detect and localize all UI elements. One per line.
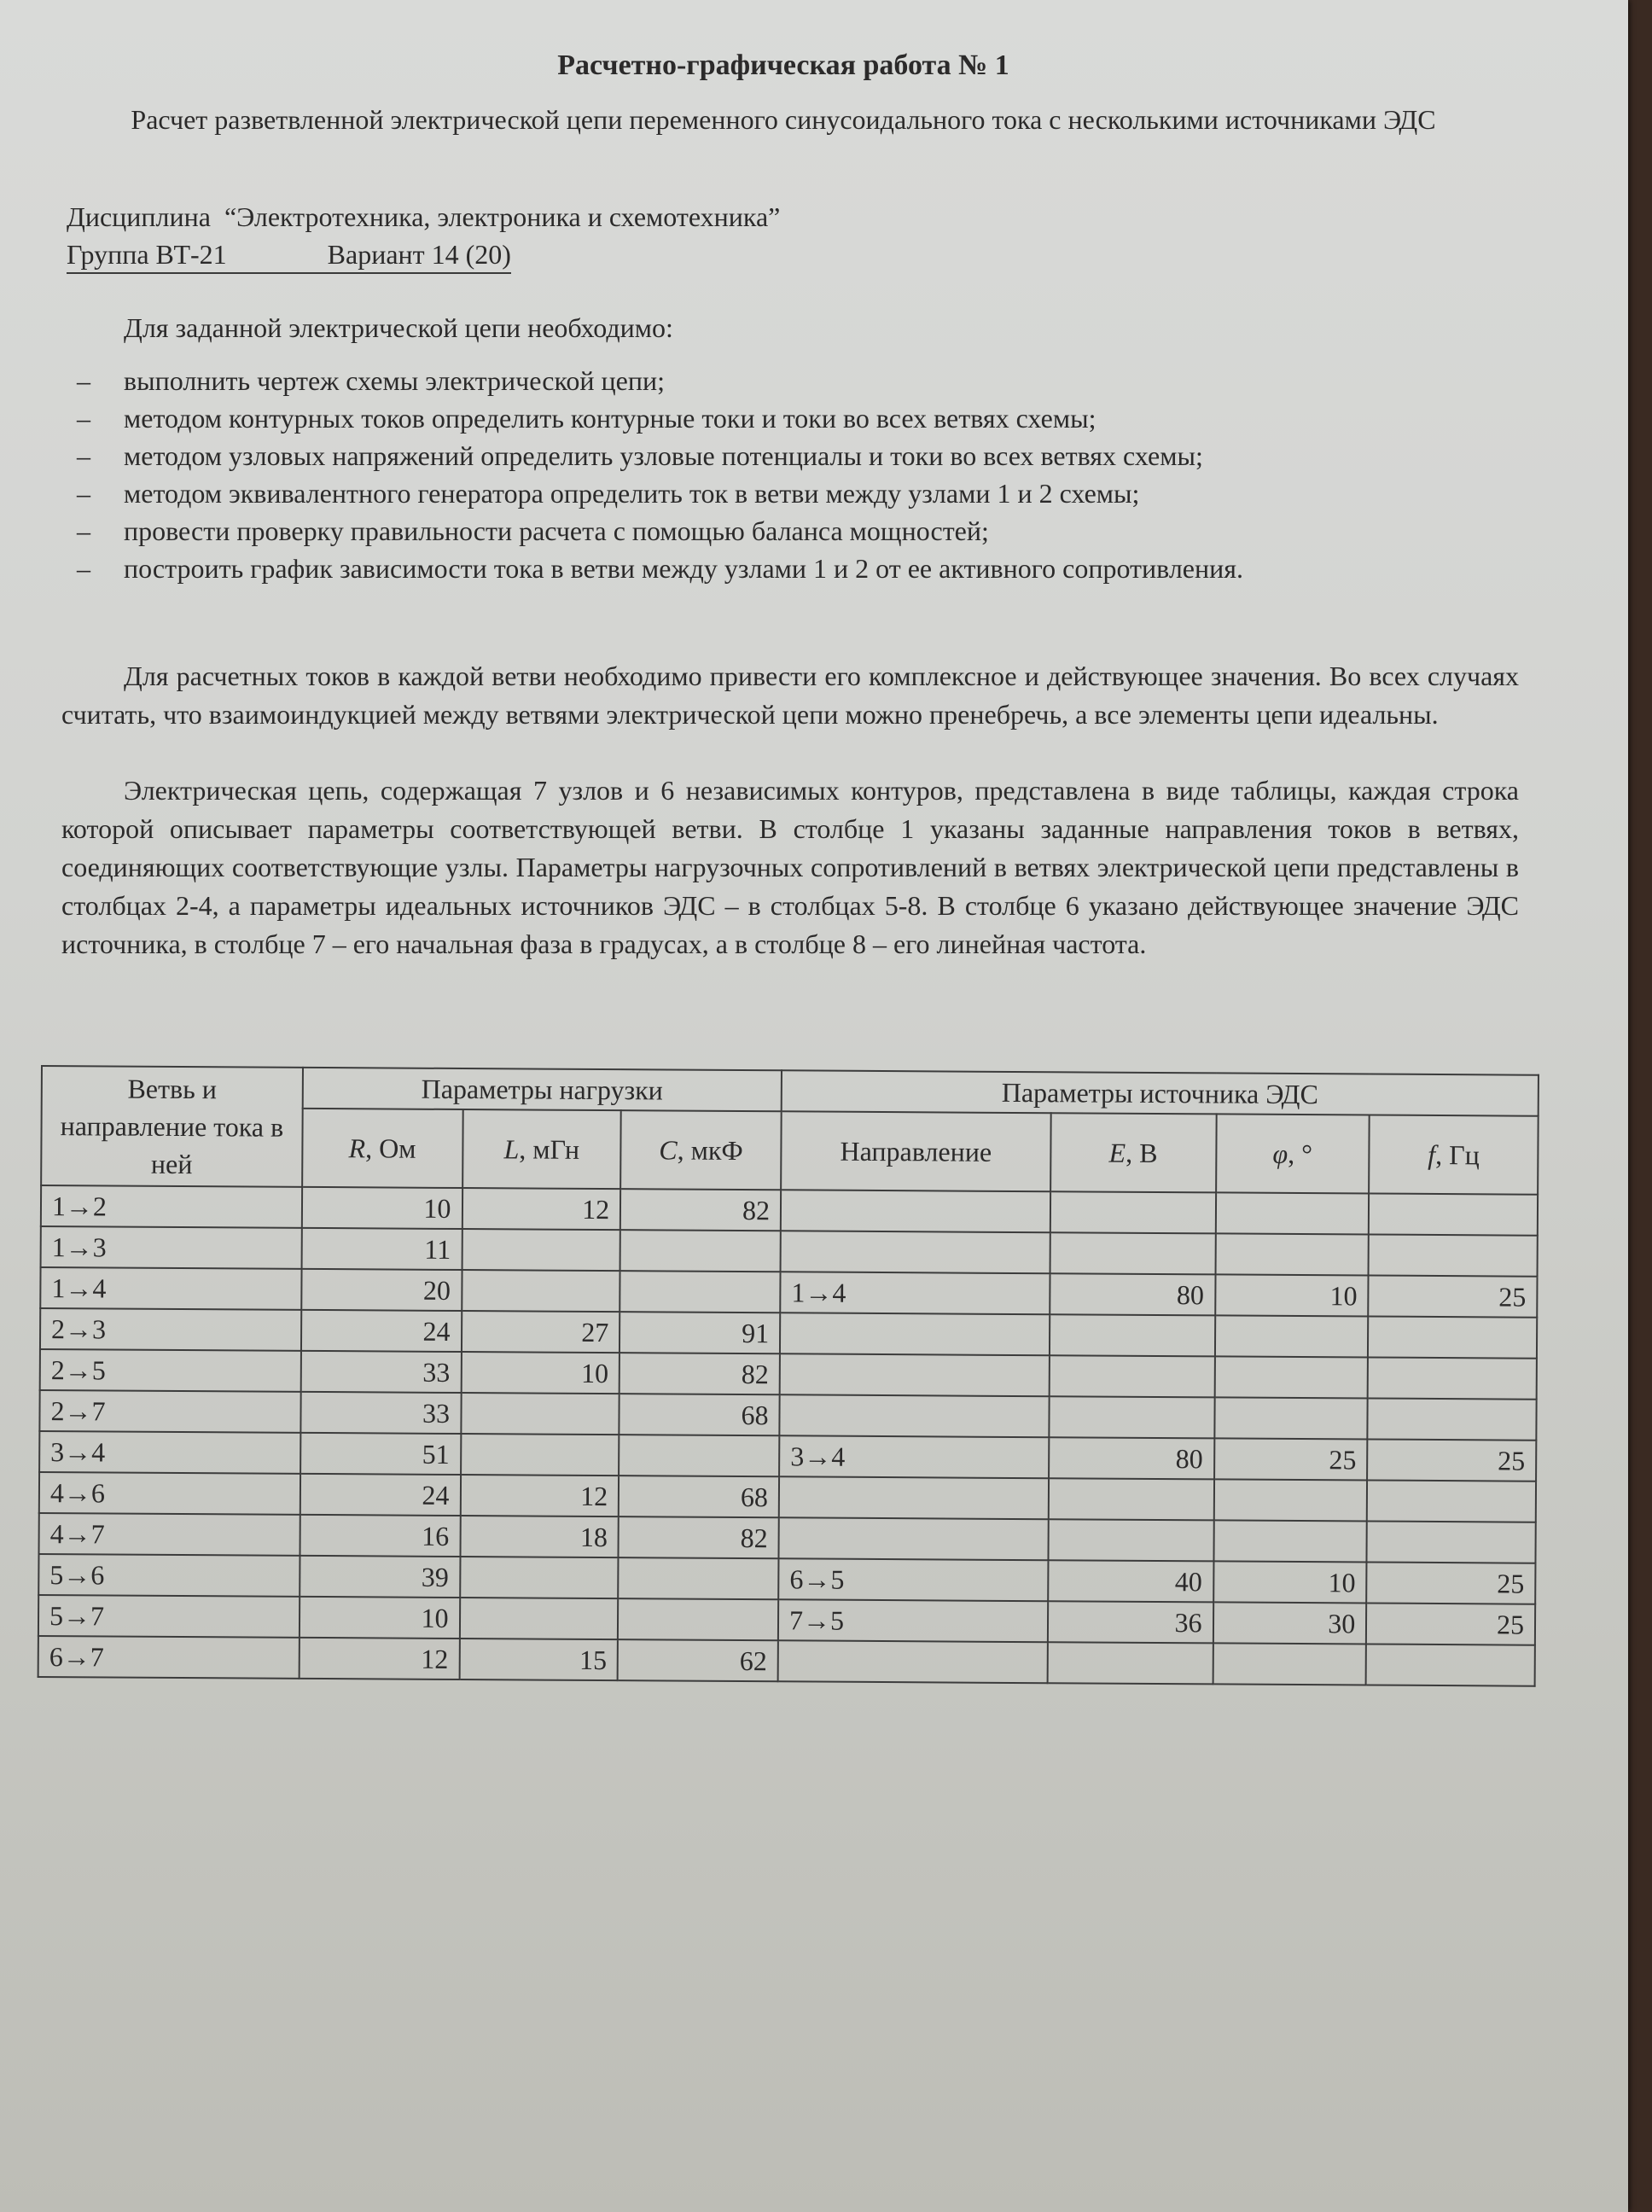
cell-inductance: 12 [462, 1188, 620, 1230]
cell-phase [1213, 1520, 1367, 1562]
cell-capacitance: 62 [618, 1639, 778, 1681]
group-variant-line [67, 239, 511, 274]
cell-phase: 10 [1215, 1274, 1369, 1316]
cell-frequency: 25 [1367, 1440, 1536, 1481]
cell-source-direction [780, 1313, 1050, 1355]
cell-resistance: 24 [300, 1474, 461, 1516]
cell-branch: 2→3 [40, 1308, 301, 1351]
cell-resistance: 12 [299, 1638, 459, 1679]
cell-branch: 3→4 [39, 1431, 300, 1474]
branch-parameters-table [38, 1065, 1539, 1687]
cell-source-direction [781, 1231, 1050, 1273]
header-source-params: Параметры источника ЭДС [782, 1070, 1539, 1115]
dash-bullet: – [77, 403, 90, 434]
cell-capacitance: 91 [620, 1312, 780, 1353]
cell-branch: 2→5 [40, 1349, 301, 1392]
document-title: Расчетно-графическая работа № 1 [557, 49, 1009, 81]
cell-frequency [1368, 1358, 1537, 1400]
cell-branch: 1→3 [41, 1226, 302, 1269]
dash-bullet: – [77, 478, 90, 509]
discipline-value: “Электротехника, электроника и схемотехника” [224, 201, 781, 232]
cell-inductance [460, 1557, 619, 1598]
cell-capacitance: 68 [619, 1476, 779, 1517]
header-l: L, мГн [462, 1109, 621, 1189]
cell-source-direction [779, 1394, 1049, 1437]
cell-resistance: 33 [300, 1392, 461, 1434]
cell-emf [1050, 1232, 1215, 1274]
cell-phase [1214, 1397, 1368, 1439]
cell-inductance: 12 [460, 1475, 619, 1516]
cell-resistance: 33 [300, 1351, 461, 1393]
variant-label: Вариант 14 (20) [327, 239, 511, 270]
cell-inductance [462, 1229, 620, 1271]
cell-phase [1213, 1643, 1366, 1685]
cell-phase: 10 [1213, 1561, 1367, 1603]
cell-inductance [459, 1598, 618, 1639]
cell-capacitance [620, 1271, 781, 1313]
cell-phase: 30 [1213, 1602, 1366, 1644]
header-c: C, мкФ [620, 1110, 781, 1190]
cell-source-direction: 6→5 [778, 1558, 1048, 1601]
cell-emf: 80 [1049, 1437, 1214, 1479]
task-item [0, 362, 1519, 399]
group-label: Группа ВТ-21 [67, 239, 227, 270]
cell-capacitance: 68 [620, 1394, 780, 1435]
cell-resistance: 16 [300, 1515, 460, 1557]
cell-phase [1213, 1479, 1367, 1521]
cell-resistance: 24 [301, 1310, 462, 1352]
table-row [38, 1636, 1535, 1686]
cell-emf [1050, 1314, 1215, 1356]
cell-branch: 4→6 [39, 1472, 300, 1515]
task-item [0, 550, 1519, 587]
task-list [0, 362, 1519, 587]
header-f: f, Гц [1369, 1115, 1538, 1195]
cell-emf [1049, 1355, 1214, 1397]
cell-resistance: 20 [301, 1269, 462, 1311]
cell-capacitance: 82 [619, 1516, 779, 1558]
cell-capacitance [618, 1557, 778, 1599]
cell-frequency [1369, 1235, 1538, 1277]
cell-source-direction: 3→4 [779, 1435, 1049, 1478]
document-subtitle: Расчет разветвленной электрической цепи переменного синусоидального тока с несколькими источниками ЭДС [131, 104, 1436, 135]
task-text: методом эквивалентного генератора определить ток в ветви между узлами 1 и 2 схемы; [124, 478, 1140, 509]
cell-capacitance: 82 [620, 1189, 781, 1231]
cell-capacitance [620, 1230, 781, 1272]
task-item [0, 399, 1519, 437]
cell-emf [1049, 1396, 1214, 1438]
cell-frequency [1367, 1481, 1536, 1522]
cell-source-direction [778, 1640, 1048, 1683]
header-load-params: Параметры нагрузки [302, 1068, 782, 1111]
cell-source-direction [780, 1353, 1050, 1396]
paragraph-circuit-description: Электрическая цепь, содержащая 7 узлов и 6 независимых контуров, представлена в виде таблицы, каждая строка которой описывает параметры соответствующей ветви. В столбце 1 указаны заданные направления токов в ветвях, соединяющих соответствующие узлы. Параметры нагрузочных сопротивлений в ветвях электрической цепи представлены в столбцах 2-4, а параметры идеальных источников ЭДС – в столбцах 5-8. В столбце 6 указано действующее значение ЭДС источника, в столбце 7 – его начальная фаза в градусах, а в столбце 8 – его линейная частота. [61, 775, 1519, 959]
cell-source-direction [779, 1476, 1049, 1519]
cell-capacitance: 82 [620, 1353, 780, 1394]
task-text: методом узловых напряжений определить узловые потенциалы и токи во всех ветвях схемы; [124, 440, 1203, 471]
cell-frequency: 25 [1366, 1604, 1535, 1645]
cell-resistance: 51 [300, 1433, 461, 1475]
task-intro: Для заданной электрической цепи необходимо: [124, 312, 673, 343]
cell-emf [1047, 1642, 1213, 1684]
cell-capacitance [619, 1435, 779, 1476]
cell-resistance: 11 [301, 1228, 462, 1270]
cell-branch: 1→4 [40, 1267, 301, 1310]
cell-emf: 80 [1050, 1273, 1215, 1315]
cell-source-direction [779, 1517, 1049, 1560]
cell-branch: 1→2 [41, 1185, 302, 1228]
cell-source-direction [781, 1190, 1050, 1232]
cell-inductance [461, 1393, 620, 1435]
cell-phase: 25 [1214, 1438, 1368, 1480]
cell-branch: 6→7 [38, 1636, 300, 1679]
header-e: E, В [1050, 1113, 1216, 1192]
cell-frequency: 25 [1368, 1276, 1537, 1318]
discipline-line [67, 201, 780, 233]
cell-resistance: 39 [300, 1556, 460, 1598]
table-body [38, 1185, 1538, 1686]
cell-inductance [461, 1434, 620, 1476]
cell-frequency [1366, 1644, 1535, 1686]
task-item [0, 474, 1519, 512]
cell-emf [1049, 1478, 1214, 1520]
dash-bullet: – [77, 440, 90, 471]
dash-bullet: – [77, 365, 90, 396]
dash-bullet: – [77, 515, 90, 546]
header-branch: Ветвь и направление тока в ней [41, 1066, 303, 1187]
cell-phase [1215, 1233, 1369, 1275]
dash-bullet: – [77, 553, 90, 584]
cell-capacitance [618, 1598, 778, 1640]
cell-inductance: 27 [461, 1311, 620, 1353]
paragraph-currents: Для расчетных токов в каждой ветви необходимо привести его комплексное и действующее значения. Во всех случаях считать, что взаимоиндукцией между ветвями электрической цепи можно пренебречь, а все элементы цепи идеальны. [61, 661, 1519, 730]
cell-inductance: 15 [459, 1639, 618, 1680]
cell-phase [1215, 1192, 1369, 1234]
cell-frequency [1368, 1399, 1537, 1441]
cell-phase [1214, 1315, 1368, 1357]
task-text: методом контурных токов определить контурные токи и токи во всех ветвях схемы; [124, 403, 1096, 434]
cell-source-direction: 7→5 [778, 1599, 1048, 1642]
cell-inductance: 10 [461, 1352, 620, 1394]
task-item [0, 512, 1519, 550]
cell-frequency [1368, 1317, 1537, 1359]
cell-branch: 5→6 [38, 1554, 300, 1597]
task-text: провести проверку правильности расчета с помощью баланса мощностей; [124, 515, 989, 546]
cell-frequency [1369, 1194, 1538, 1236]
header-direction: Направление [781, 1111, 1050, 1191]
discipline-label: Дисциплина [67, 201, 211, 232]
task-text: выполнить чертеж схемы электрической цепи; [124, 365, 665, 396]
cell-phase [1214, 1356, 1368, 1398]
cell-branch: 4→7 [38, 1513, 300, 1556]
cell-inductance: 18 [460, 1516, 619, 1557]
cell-branch: 5→7 [38, 1595, 300, 1638]
cell-branch: 2→7 [39, 1390, 300, 1433]
header-phi: φ, ° [1216, 1114, 1370, 1193]
cell-frequency: 25 [1366, 1563, 1535, 1604]
task-text: построить график зависимости тока в ветви между узлами 1 и 2 от ее активного сопротивления. [124, 553, 1243, 584]
cell-frequency [1367, 1522, 1536, 1563]
cell-emf [1048, 1519, 1213, 1561]
cell-inductance [462, 1270, 620, 1312]
task-item [0, 437, 1519, 474]
cell-emf: 36 [1048, 1601, 1213, 1643]
cell-resistance: 10 [300, 1597, 460, 1639]
cell-source-direction: 1→4 [780, 1272, 1050, 1314]
cell-resistance: 10 [302, 1187, 462, 1229]
header-r: R, Ом [302, 1109, 462, 1188]
cell-emf [1050, 1191, 1216, 1233]
cell-emf: 40 [1048, 1560, 1213, 1602]
